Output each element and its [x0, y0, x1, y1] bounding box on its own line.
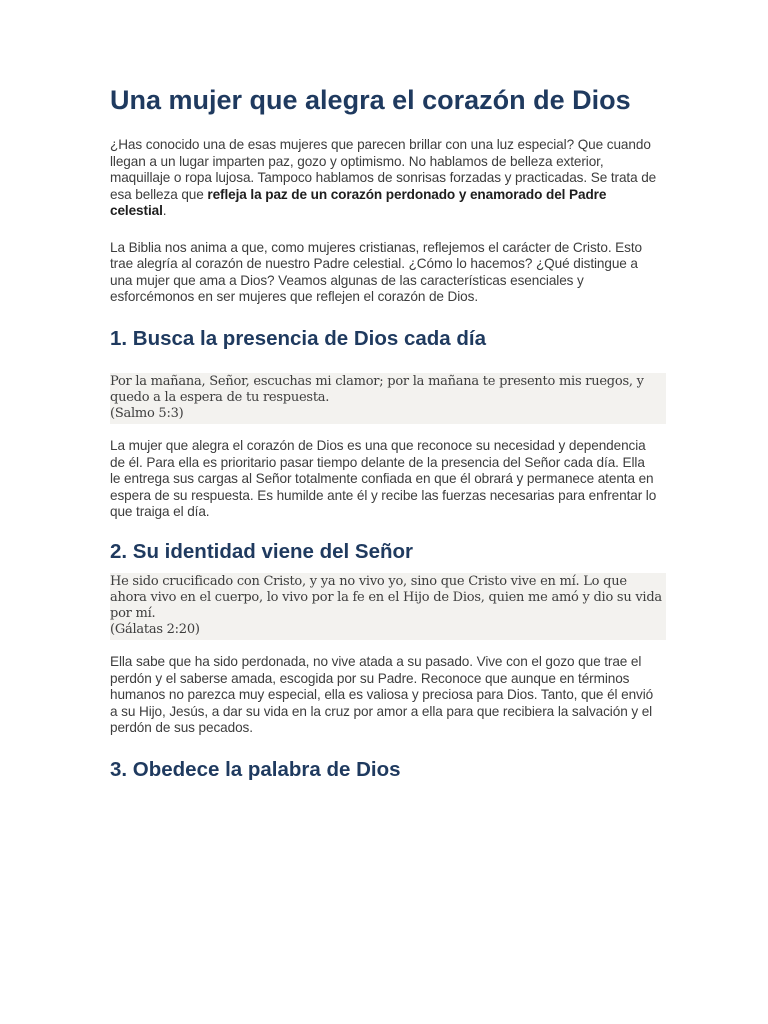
intro-text-start: ¿Has conocido una de esas mujeres que parecen brillar con una luz especial? Que cuando llegan a un lugar imparten paz, gozo y optimismo. No hablamos de belleza exterior, maquillaje o ropa lujosa. Tampoco hablamos de sonrisas forzadas y practicadas. Se trata de esa belleza que — [110, 137, 657, 202]
article — [110, 84, 662, 783]
intro-text-end: . — [162, 203, 167, 218]
section-2-heading: 2. Su identidad viene del Señor — [110, 539, 414, 563]
intro-paragraph — [110, 137, 658, 220]
section-1-quote-reference: (Salmo 5:3) — [110, 405, 184, 421]
section-1-bible-quote — [110, 373, 666, 425]
section-1-heading: 1. Busca la presencia de Dios cada día — [110, 326, 487, 350]
section-2-quote-reference: (Gálatas 2:20) — [110, 622, 200, 638]
section-2-bible-quote — [110, 573, 666, 641]
paragraph-2: La Biblia nos anima a que, como mujeres cristianas, reflejemos el carácter de Cristo. Esto trae alegría al corazón de nuestro Padre celestial. ¿Cómo lo hacemos? ¿Qué distingue a una mujer que ama a Dios? Veamos algunas de las características esenciales y esforcémonos en ser mujeres que reflejen el corazón de Dios. — [110, 239, 642, 304]
section-1-body: La mujer que alegra el corazón de Dios es una que reconoce su necesidad y dependencia de él. Para ella es prioritario pasar tiempo delante de la presencia del Señor cada día. Ella le entrega sus cargas al Señor totalmente confiada en que él obrará y permanece atenta en espera de su respuesta. Es humilde ante él y recibe las fuerzas necesarias para enfrentar lo que traiga el día. — [110, 438, 657, 520]
section-3-heading: 3. Obedece la palabra de Dios — [110, 757, 401, 781]
intro-bold-phrase: refleja la paz de un corazón perdonado y enamorado del Padre celestial — [110, 186, 607, 218]
section-2-body: Ella sabe que ha sido perdonada, no vive atada a su pasado. Vive con el gozo que trae el perdón y el saberse amada, escogida por su Padre. Reconoce que aunque en términos humanos no parezca muy especial, ella es valiosa y preciosa para Dios. Tanto, que él envió a su Hijo, Jesús, a dar su vida en la cruz por amor a ella para que recibiera la salvación y el perdón de sus pecados. — [110, 654, 654, 736]
page-title: Una mujer que alegra el corazón de Dios — [110, 85, 631, 115]
section-1-quote-text: Por la mañana, Señor, escuchas mi clamor; por la mañana te presento mis ruegos, y quedo a la espera de tu respuesta. — [110, 373, 644, 405]
section-2-quote-text: He sido crucificado con Cristo, y ya no vivo yo, sino que Cristo vive en mí. Lo que ahora vivo en el cuerpo, lo vivo por la fe en el Hijo de Dios, quien me amó y dio su vida por mí. — [110, 573, 662, 622]
